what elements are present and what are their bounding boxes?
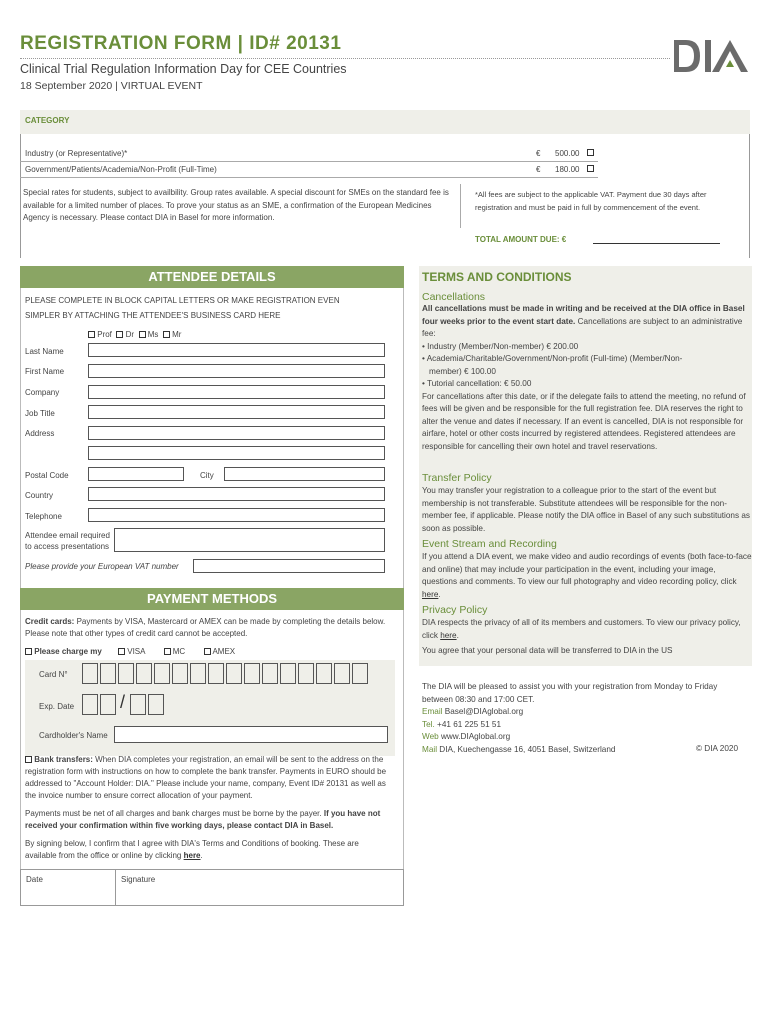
bank-checkbox[interactable] — [25, 756, 32, 763]
bullet-industry: • Industry (Member/Non-member) € 200.00 — [422, 341, 579, 351]
cancel-bold: All cancellations must be made in writing and be received at the DIA office in Basel four weeks prior to the event start date. — [422, 304, 745, 326]
contact-block — [422, 681, 742, 756]
exp-separator: / — [120, 692, 126, 712]
email-label-1: Attendee email required — [25, 531, 110, 540]
card-no-label: Card N° — [39, 670, 68, 679]
address-label: Address — [25, 429, 55, 438]
telephone-label: Telephone — [25, 512, 62, 521]
checkbox-dr[interactable] — [116, 331, 123, 338]
vat-field[interactable] — [193, 559, 385, 573]
stream-text: If you attend a DIA event, we make video and audio recordings of events (both face-to-face and online) that may include your participation in the event, including your image, questions and comments. To view our full photography and video recording policy, click — [422, 552, 752, 586]
cancellations-title: Cancellations — [422, 291, 486, 303]
cancel-after-text: For cancellations after this date, or if the delegate fails to attend the meeting, no refund of fees will be given and be responsible for the full registration fee. DIA reserves the right to alter the venue and dates if necessary. If an event is cancelled, DIA is not responsible for airfare, hotel or other costs incurred by registered attendees. Registered attendees are responsible for cancelling their own hotel and travel reservations. — [422, 391, 746, 451]
cancellations-block — [419, 303, 752, 453]
contact-email[interactable]: Basel@DIAglobal.org — [444, 707, 524, 716]
bank-label: Bank transfers: — [34, 755, 93, 764]
net-payments-text — [25, 808, 390, 832]
category-header — [20, 110, 750, 134]
salutation-group — [88, 330, 181, 339]
currency-symbol: € — [536, 165, 541, 174]
email-label: Email — [422, 707, 443, 716]
address-field-2[interactable] — [88, 446, 385, 460]
category-industry: Industry (or Representative)* — [25, 149, 128, 158]
instruction-line-1: PLEASE COMPLETE IN BLOCK CAPITAL LETTERS OR MAKE REGISTRATION EVEN — [25, 296, 340, 305]
last-name-field[interactable] — [88, 343, 385, 357]
checkbox-prof[interactable] — [88, 331, 95, 338]
job-title-label: Job Title — [25, 409, 55, 418]
copyright: © DIA 2020 — [696, 744, 738, 753]
exp-date-label: Exp. Date — [39, 702, 75, 711]
credit-cards-label: Credit cards: — [25, 617, 75, 626]
cardholder-field[interactable] — [114, 726, 388, 743]
contact-web[interactable]: www.DIAglobal.org — [440, 732, 511, 741]
cancel-text: Cancellations are subject to an administrative fee: — [422, 316, 743, 338]
row-divider — [20, 161, 598, 162]
currency-symbol: € — [536, 149, 541, 158]
charge-label: Please charge my — [34, 647, 102, 656]
transfer-title: Transfer Policy — [422, 472, 492, 484]
bank-desc: When DIA completes your registration, an email will be sent to the address on the registration form with instructions on how to complete the bank transfer. Payments in EURO should be addressed to "Account Holder: DIA." Please include your name, company, Event ID# 20131 as well as the invoice number to ensure correct allocation of your payment. — [25, 755, 387, 800]
contact-tel: +41 61 225 51 51 — [437, 719, 502, 729]
salutation-dr: Dr — [125, 330, 135, 339]
terms-heading: TERMS AND CONDITIONS — [422, 270, 572, 284]
salutation-mr: Mr — [172, 330, 182, 339]
instruction-line-2: SIMPLER BY ATTACHING THE ATTENDEE'S BUSINESS CARD HERE — [25, 311, 281, 320]
visa-label: VISA — [127, 647, 146, 656]
visa-checkbox[interactable] — [118, 648, 125, 655]
special-rates-text: Special rates for students, subject to availbility. Group rates available. A special discount for SMEs on the standard fee is available for a limited number of places. To prove your status as an SME, a confirmation of the European Medicines Agency is necessary. Please contact DIA in Basel for more information. — [23, 188, 449, 222]
date-label: Date — [26, 875, 43, 884]
mc-label: MC — [172, 647, 186, 656]
total-amount-field[interactable] — [593, 243, 720, 244]
payment-heading: PAYMENT METHODS — [20, 588, 404, 610]
industry-fee: 500.00 — [555, 149, 580, 158]
checkbox-ms[interactable] — [139, 331, 146, 338]
salutation-ms: Ms — [147, 330, 159, 339]
postal-code-field[interactable] — [88, 467, 184, 481]
signing-text: By signing below, I confirm that I agree with DIA's Terms and Conditions of booking. These are available from the office or online by clicking here. — [25, 839, 359, 860]
privacy-title: Privacy Policy — [422, 604, 488, 616]
vat-note: *All fees are subject to the applicable VAT. Payment due 30 days after registration and must be paid in full by commencement of the event. — [475, 190, 707, 212]
transfer-text: You may transfer your registration to a colleague prior to the start of the event but membership is not transferable. Substitute attendees will be responsible for the non-member fee, if applicable. Please notify the DIA office in Basel of any such substitutions as soon as possible. — [422, 486, 750, 533]
net-text: Payments must be net of all charges and bank charges must be borne by the payer. — [25, 809, 324, 818]
email-label-2: to access presentations — [25, 542, 110, 551]
card-types — [118, 647, 235, 656]
dia-logo — [672, 36, 750, 76]
charge-row — [25, 647, 102, 656]
contact-intro: The DIA will be pleased to assist you with your registration from Monday to Friday between 08:30 and 17:00 CET. — [422, 682, 718, 704]
city-field[interactable] — [224, 467, 385, 481]
page-title: REGISTRATION FORM | ID# 20131 — [20, 33, 342, 54]
government-fee: 180.00 — [555, 165, 580, 174]
vat-label: Please provide your European VAT number — [25, 562, 179, 571]
total-label: TOTAL AMOUNT DUE: € — [475, 235, 567, 244]
city-label: City — [200, 471, 214, 480]
event-date: 18 September 2020 | VIRTUAL EVENT — [20, 80, 203, 92]
credit-cards-text — [25, 616, 390, 640]
transfer-block — [419, 485, 752, 535]
country-field[interactable] — [88, 487, 385, 501]
bullet-academia-cont: member) € 100.00 — [429, 366, 496, 376]
row-divider — [20, 177, 598, 178]
tel-label: Tel. — [422, 719, 435, 729]
net-bold: If you have not received your confirmation within five working days, please contact DIA in Basel. — [25, 809, 381, 830]
company-field[interactable] — [88, 385, 385, 399]
privacy-block: DIA respects the privacy of all of its members and customers. To view our privacy policy, click here. You agree that your personal data will be transferred to DIA in the US — [419, 617, 752, 658]
signing-desc: By signing below, I confirm that I agree with DIA's Terms and Conditions of booking. These are available from the office or online by clicking — [25, 839, 359, 860]
first-name-label: First Name — [25, 367, 65, 376]
privacy-text: DIA respects the privacy of all of its members and customers. To view our privacy policy, click — [422, 618, 741, 640]
bullet-academia: • Academia/Charitable/Government/Non-profit (Full-time) (Member/Non- — [422, 354, 683, 363]
mc-checkbox[interactable] — [164, 648, 171, 655]
stream-policy-link[interactable]: here — [422, 589, 439, 599]
signature-box[interactable] — [20, 869, 404, 906]
stream-title: Event Stream and Recording — [422, 538, 557, 550]
mail-label: Mail — [422, 744, 438, 754]
signature-divider — [115, 869, 116, 906]
industry-checkbox[interactable] — [587, 149, 594, 156]
signature-label: Signature — [121, 875, 156, 884]
credit-cards-desc: Payments by VISA, Mastercard or AMEX can be made by completing the details below. Please note that other types of credit card cannot be accepted. — [25, 617, 386, 638]
charge-checkbox[interactable] — [25, 648, 32, 655]
company-label: Company — [25, 388, 60, 397]
postal-code-label: Postal Code — [25, 471, 69, 480]
address-field-1[interactable] — [88, 426, 385, 440]
last-name-label: Last Name — [25, 347, 64, 356]
country-label: Country — [25, 491, 54, 500]
exp-year-grid[interactable] — [130, 694, 166, 715]
contact-mail: DIA, Kuechengasse 16, 4051 Basel, Switzerland — [439, 744, 616, 754]
attendee-heading: ATTENDEE DETAILS — [20, 266, 404, 288]
bank-transfer-text — [25, 754, 390, 802]
telephone-field[interactable] — [88, 508, 385, 522]
stream-block: If you attend a DIA event, we make video and audio recordings of events (both face-to-face and online) that may include your participation in the event, including your image, questions and comments. To view our full photography and video recording policy, click here. — [422, 552, 752, 599]
event-subtitle: Clinical Trial Regulation Information Day for CEE Countries — [20, 62, 347, 76]
first-name-field[interactable] — [88, 364, 385, 378]
privacy-us-text: You agree that your personal data will be transferred to DIA in the US — [422, 646, 673, 655]
web-label: Web — [422, 732, 439, 741]
bullet-tutorial: • Tutorial cancellation: € 50.00 — [422, 379, 532, 388]
amex-label: AMEX — [212, 647, 236, 656]
category-label: CATEGORY — [25, 116, 70, 125]
header-divider — [20, 58, 670, 59]
privacy-policy-link[interactable]: here — [440, 630, 457, 640]
cardholder-label: Cardholder's Name — [39, 731, 108, 740]
category-government: Government/Patients/Academia/Non-Profit (Full-Time) — [25, 165, 217, 174]
amex-checkbox[interactable] — [204, 648, 211, 655]
card-number-grid[interactable] — [82, 663, 370, 684]
divider — [460, 184, 461, 228]
checkbox-mr[interactable] — [163, 331, 170, 338]
exp-month-grid[interactable] — [82, 694, 118, 715]
salutation-prof: Prof — [97, 330, 112, 339]
government-checkbox[interactable] — [587, 165, 594, 172]
terms-link[interactable]: here — [183, 851, 201, 860]
email-field[interactable] — [114, 528, 385, 552]
job-title-field[interactable] — [88, 405, 385, 419]
